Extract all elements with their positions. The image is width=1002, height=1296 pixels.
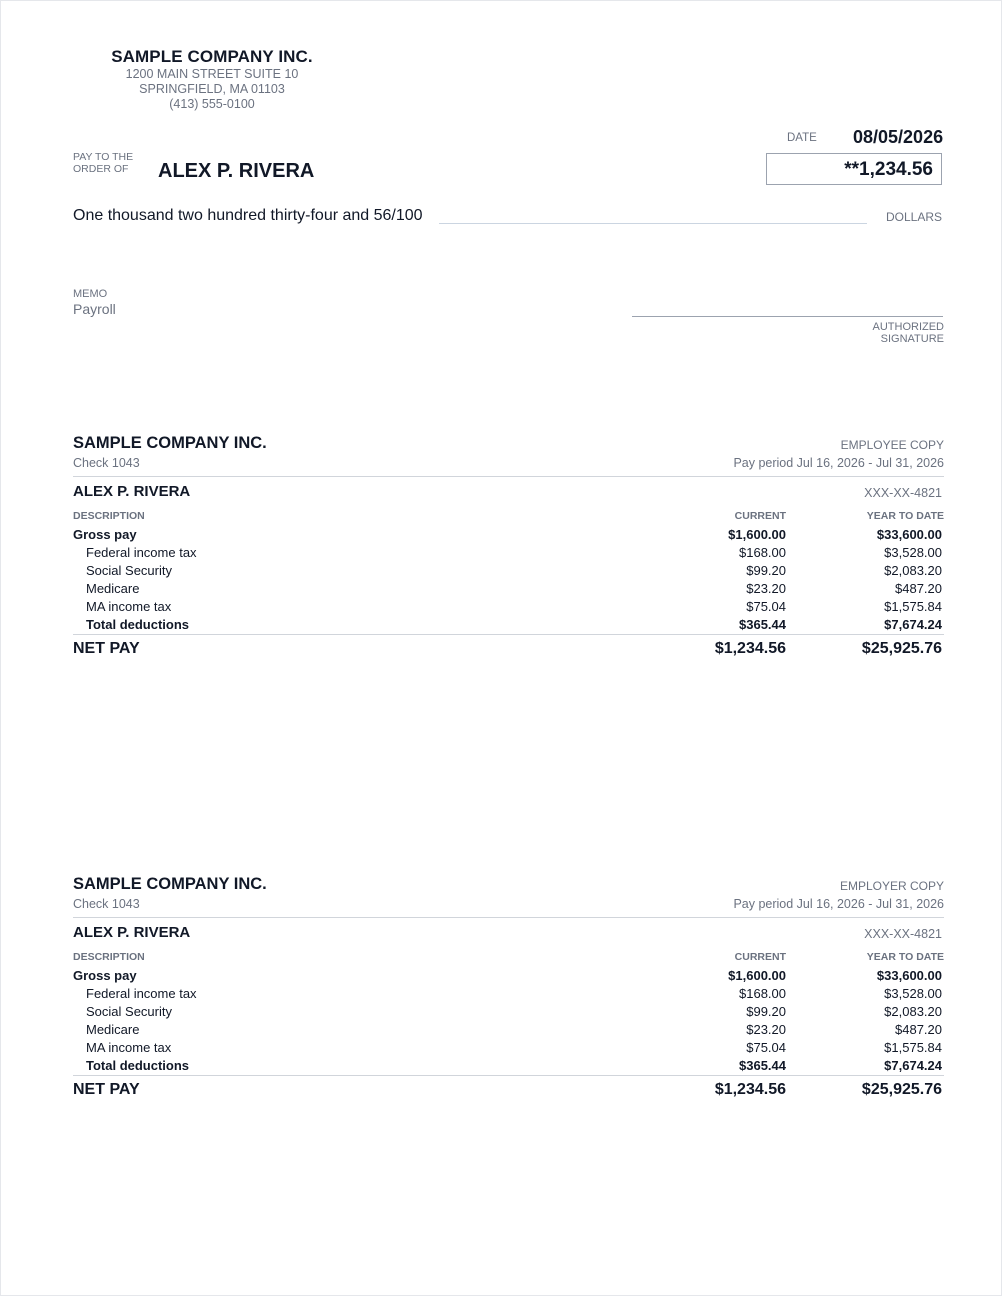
row-current: $23.20 — [746, 1022, 786, 1037]
stub-divider — [73, 1075, 944, 1076]
table-row — [73, 1022, 944, 1040]
stub-check-number: Check 1043 — [73, 456, 140, 470]
company-phone: (413) 555-0100 — [169, 97, 255, 111]
row-description: Total deductions — [86, 1058, 190, 1073]
row-current: $1,600.00 — [728, 968, 786, 983]
company-address-line2: SPRINGFIELD, MA 01103 — [139, 82, 285, 96]
net-pay-label: NET PAY — [73, 1081, 140, 1098]
row-current: $75.04 — [746, 599, 786, 614]
payee-name: ALEX P. RIVERA — [158, 160, 315, 182]
row-ytd: $2,083.20 — [884, 1004, 942, 1019]
pay-to-label-line1: PAY TO THE — [73, 151, 134, 163]
company-header — [73, 47, 351, 112]
row-ytd: $33,600.00 — [876, 968, 942, 983]
stub-divider — [73, 634, 944, 635]
date-label: DATE — [787, 132, 817, 144]
row-ytd: $33,600.00 — [876, 527, 942, 542]
row-description: Medicare — [86, 1022, 140, 1037]
net-pay-current: $1,234.56 — [714, 640, 786, 657]
col-header-description: DESCRIPTION — [73, 951, 145, 963]
row-ytd: $3,528.00 — [884, 545, 942, 560]
row-description: Federal income tax — [86, 545, 197, 560]
stub-ssn: XXX-XX-4821 — [864, 927, 942, 941]
stub-ssn: XXX-XX-4821 — [864, 486, 942, 500]
row-current: $365.44 — [739, 617, 786, 632]
col-header-ytd: YEAR TO DATE — [866, 951, 944, 963]
company-name: SAMPLE COMPANY INC. — [111, 47, 313, 66]
signature-line — [632, 316, 943, 317]
table-row-total — [73, 1058, 944, 1076]
table-row — [73, 563, 944, 581]
table-row — [73, 968, 944, 986]
row-description: Medicare — [86, 581, 140, 596]
table-row — [73, 545, 944, 563]
row-current: $168.00 — [739, 545, 786, 560]
row-description: Gross pay — [73, 527, 137, 542]
table-row — [73, 581, 944, 599]
row-ytd: $7,674.24 — [884, 617, 942, 632]
row-ytd: $487.20 — [895, 1022, 942, 1037]
net-pay-label: NET PAY — [73, 640, 140, 657]
row-description: MA income tax — [86, 599, 172, 614]
col-header-description: DESCRIPTION — [73, 510, 145, 522]
row-description: Federal income tax — [86, 986, 197, 1001]
check-date: 08/05/2026 — [853, 127, 944, 147]
row-current: $99.20 — [746, 1004, 786, 1019]
table-row — [73, 1004, 944, 1022]
signature-label: AUTHORIZED SIGNATURE — [872, 321, 944, 345]
row-description: Social Security — [86, 1004, 172, 1019]
row-ytd: $1,575.84 — [884, 599, 942, 614]
row-ytd: $3,528.00 — [884, 986, 942, 1001]
stub-company-name: SAMPLE COMPANY INC. — [73, 434, 267, 452]
net-pay-ytd: $25,925.76 — [861, 640, 942, 657]
col-header-ytd: YEAR TO DATE — [866, 510, 944, 522]
stub-divider — [73, 917, 944, 918]
row-current: $75.04 — [746, 1040, 786, 1055]
stub-divider — [73, 476, 944, 477]
row-description: MA income tax — [86, 1040, 172, 1055]
amount-in-words: One thousand two hundred thirty-four and 56/100 — [73, 207, 423, 224]
table-row — [73, 1040, 944, 1058]
row-current: $1,600.00 — [728, 527, 786, 542]
row-ytd: $7,674.24 — [884, 1058, 942, 1073]
company-address-line1: 1200 MAIN STREET SUITE 10 — [125, 67, 299, 81]
stub-employee-name: ALEX P. RIVERA — [73, 483, 191, 500]
net-pay-ytd: $25,925.76 — [861, 1081, 942, 1098]
row-current: $99.20 — [746, 563, 786, 578]
row-ytd: $487.20 — [895, 581, 942, 596]
table-row-total — [73, 617, 944, 635]
memo-value: Payroll — [73, 301, 116, 317]
table-row — [73, 599, 944, 617]
col-header-current: CURRENT — [734, 510, 786, 522]
stub-company-name: SAMPLE COMPANY INC. — [73, 875, 267, 893]
amount-words-line — [439, 223, 867, 224]
memo-label: MEMO — [73, 288, 108, 300]
row-description: Total deductions — [86, 617, 190, 632]
stub-pay-period: Pay period Jul 16, 2026 - Jul 31, 2026 — [733, 897, 944, 911]
col-header-current: CURRENT — [734, 951, 786, 963]
row-current: $23.20 — [746, 581, 786, 596]
row-description: Social Security — [86, 563, 172, 578]
pay-to-label-line2: ORDER OF — [73, 163, 129, 175]
dollars-label: DOLLARS — [886, 210, 943, 224]
row-current: $168.00 — [739, 986, 786, 1001]
stub-check-number: Check 1043 — [73, 897, 140, 911]
row-ytd: $2,083.20 — [884, 563, 942, 578]
row-current: $365.44 — [739, 1058, 786, 1073]
stub-copy-label: EMPLOYER COPY — [839, 879, 944, 893]
row-ytd: $1,575.84 — [884, 1040, 942, 1055]
stub-copy-label: EMPLOYEE COPY — [840, 438, 944, 452]
table-row — [73, 986, 944, 1004]
stub-employee-name: ALEX P. RIVERA — [73, 924, 191, 941]
pay-to-label — [73, 151, 133, 175]
net-pay-current: $1,234.56 — [714, 1081, 786, 1098]
check-amount-box: **1,234.56 — [766, 153, 942, 185]
table-row — [73, 527, 944, 545]
stub-pay-period: Pay period Jul 16, 2026 - Jul 31, 2026 — [733, 456, 944, 470]
row-description: Gross pay — [73, 968, 137, 983]
